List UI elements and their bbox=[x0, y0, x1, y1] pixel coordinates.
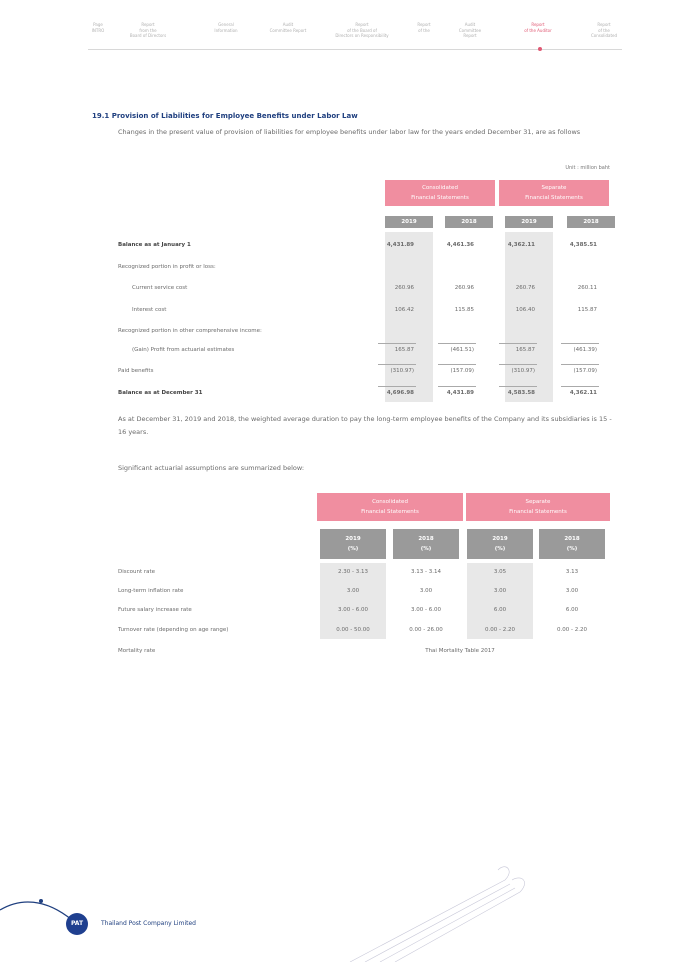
nav-active-marker bbox=[538, 47, 542, 51]
table-cell: (310.97) bbox=[390, 368, 414, 374]
top-navigation bbox=[0, 0, 680, 60]
cell-underline bbox=[378, 343, 416, 344]
footer-swoosh-graphic bbox=[0, 840, 680, 962]
table-cell: (157.09) bbox=[573, 368, 597, 374]
table-cell: 4,362.11 bbox=[569, 390, 597, 396]
table-cell: 0.00 - 2.20 bbox=[557, 627, 587, 633]
table-cell: 6.00 bbox=[565, 607, 579, 613]
cell-underline bbox=[378, 364, 416, 365]
table-cell: 4,583.58 bbox=[507, 390, 535, 396]
year-header: 2019 (%) bbox=[467, 529, 533, 559]
table-cell: 260.11 bbox=[577, 285, 597, 291]
table-cell: 3.00 bbox=[419, 588, 433, 594]
cell-underline bbox=[378, 386, 416, 387]
table-cell: 165.87 bbox=[394, 347, 414, 353]
row-label: Recognized portion in other comprehensive income: bbox=[118, 328, 262, 334]
cell-underline bbox=[561, 386, 599, 387]
table-cell: 106.42 bbox=[394, 307, 414, 313]
group-header-consolidated: Consolidated Financial Statements bbox=[385, 180, 495, 206]
nav-item: Report of the Consolidated bbox=[590, 22, 618, 38]
table-cell: 4,431.89 bbox=[446, 390, 474, 396]
table-cell: 3.13 - 3.14 bbox=[411, 569, 441, 575]
table-cell: 3.13 bbox=[565, 569, 579, 575]
table-cell: 4,461.36 bbox=[446, 242, 474, 248]
cell-underline bbox=[499, 364, 537, 365]
table-cell: 4,385.51 bbox=[569, 242, 597, 248]
year-header: 2018 (%) bbox=[539, 529, 605, 559]
year-header: 2019 bbox=[385, 216, 433, 228]
table-cell: 260.76 bbox=[515, 285, 535, 291]
nav-item: Report from the Board of Directors bbox=[129, 22, 167, 38]
duration-paragraph: As at December 31, 2019 and 2018, the weighted average duration to pay the long-term employee benefits of the Company and its subsidiaries is 15 - 16 years. bbox=[118, 415, 612, 436]
table-cell: 3.05 bbox=[493, 569, 507, 575]
group-header-separate: Separate Financial Statements bbox=[466, 493, 610, 521]
row-label: Current service cost bbox=[132, 285, 188, 291]
table-cell: Thai Mortality Table 2017 bbox=[425, 648, 495, 654]
table-cell: 3.00 bbox=[565, 588, 579, 594]
table-cell: 3.00 - 6.00 bbox=[338, 607, 368, 613]
intro-paragraph: Changes in the present value of provision of liabilities for employee benefits under labor law for the years ended December 31, are as follows bbox=[118, 128, 581, 136]
table-cell: (157.09) bbox=[450, 368, 474, 374]
row-label: Interest cost bbox=[132, 307, 167, 313]
cell-underline bbox=[438, 343, 476, 344]
year-header: 2019 bbox=[505, 216, 553, 228]
row-label: Mortality rate bbox=[118, 648, 156, 654]
unit-label: Unit : million baht bbox=[565, 165, 610, 171]
table-cell: 260.96 bbox=[454, 285, 474, 291]
table-cell: 115.87 bbox=[577, 307, 597, 313]
nav-item: Report of the Board of Directors on Responsibility bbox=[335, 22, 389, 38]
table-cell: 0.00 - 26.00 bbox=[409, 627, 443, 633]
cell-underline bbox=[499, 343, 537, 344]
table-cell: 165.87 bbox=[515, 347, 535, 353]
footer-company-name: Thailand Post Company Limited bbox=[101, 920, 196, 927]
table-cell: 4,431.89 bbox=[386, 242, 414, 248]
row-label: (Gain) Profit from actuarial estimates bbox=[132, 347, 235, 353]
table-cell: 0.00 - 2.20 bbox=[485, 627, 515, 633]
row-label: Balance as at January 1 bbox=[118, 242, 191, 248]
nav-item: Report of the Auditor bbox=[524, 22, 552, 33]
table-cell: (461.51) bbox=[450, 347, 474, 353]
row-label: Balance as at December 31 bbox=[118, 390, 203, 396]
nav-item: Report of the bbox=[417, 22, 431, 33]
cell-underline bbox=[438, 386, 476, 387]
table-cell: (461.39) bbox=[573, 347, 597, 353]
table-cell: 260.96 bbox=[394, 285, 414, 291]
table-cell: (310.97) bbox=[511, 368, 535, 374]
row-label: Paid benefits bbox=[118, 368, 154, 374]
shade-col-2019-consolidated bbox=[385, 232, 433, 402]
nav-item: General Information bbox=[214, 22, 238, 33]
row-label: Recognized portion in profit or loss: bbox=[118, 264, 216, 270]
table-cell: 4,362.11 bbox=[507, 242, 535, 248]
group-header-consolidated: Consolidated Financial Statements bbox=[317, 493, 463, 521]
table-cell: 2.30 - 3.13 bbox=[338, 569, 368, 575]
section-title: 19.1 Provision of Liabilities for Employee Benefits under Labor Law bbox=[92, 112, 358, 120]
year-header: 2019 (%) bbox=[320, 529, 386, 559]
nav-item: Page INTRO bbox=[91, 22, 105, 33]
table-cell: 4,696.98 bbox=[386, 390, 414, 396]
assumptions-intro: Significant actuarial assumptions are summarized below: bbox=[118, 464, 305, 472]
cell-underline bbox=[561, 343, 599, 344]
table-cell: 0.00 - 50.00 bbox=[336, 627, 370, 633]
row-label: Turnover rate (depending on age range) bbox=[118, 627, 229, 633]
shade-col-2019-separate bbox=[505, 232, 553, 402]
cell-underline bbox=[438, 364, 476, 365]
cell-underline bbox=[561, 364, 599, 365]
row-label: Long-term inflation rate bbox=[118, 588, 184, 594]
table-cell: 3.00 - 6.00 bbox=[411, 607, 441, 613]
company-logo: PAT bbox=[66, 913, 88, 935]
row-label: Discount rate bbox=[118, 569, 156, 575]
row-label: Future salary increase rate bbox=[118, 607, 192, 613]
table-cell: 115.85 bbox=[454, 307, 474, 313]
cell-underline bbox=[499, 386, 537, 387]
group-header-separate: Separate Financial Statements bbox=[499, 180, 609, 206]
year-header: 2018 bbox=[445, 216, 493, 228]
nav-item: Audit Committee Report bbox=[269, 22, 307, 33]
year-header: 2018 (%) bbox=[393, 529, 459, 559]
table-cell: 3.00 bbox=[346, 588, 360, 594]
nav-item: Audit Committee Report bbox=[458, 22, 482, 38]
year-header: 2018 bbox=[567, 216, 615, 228]
table-cell: 3.00 bbox=[493, 588, 507, 594]
table-cell: 6.00 bbox=[493, 607, 507, 613]
table-cell: 106.40 bbox=[515, 307, 535, 313]
